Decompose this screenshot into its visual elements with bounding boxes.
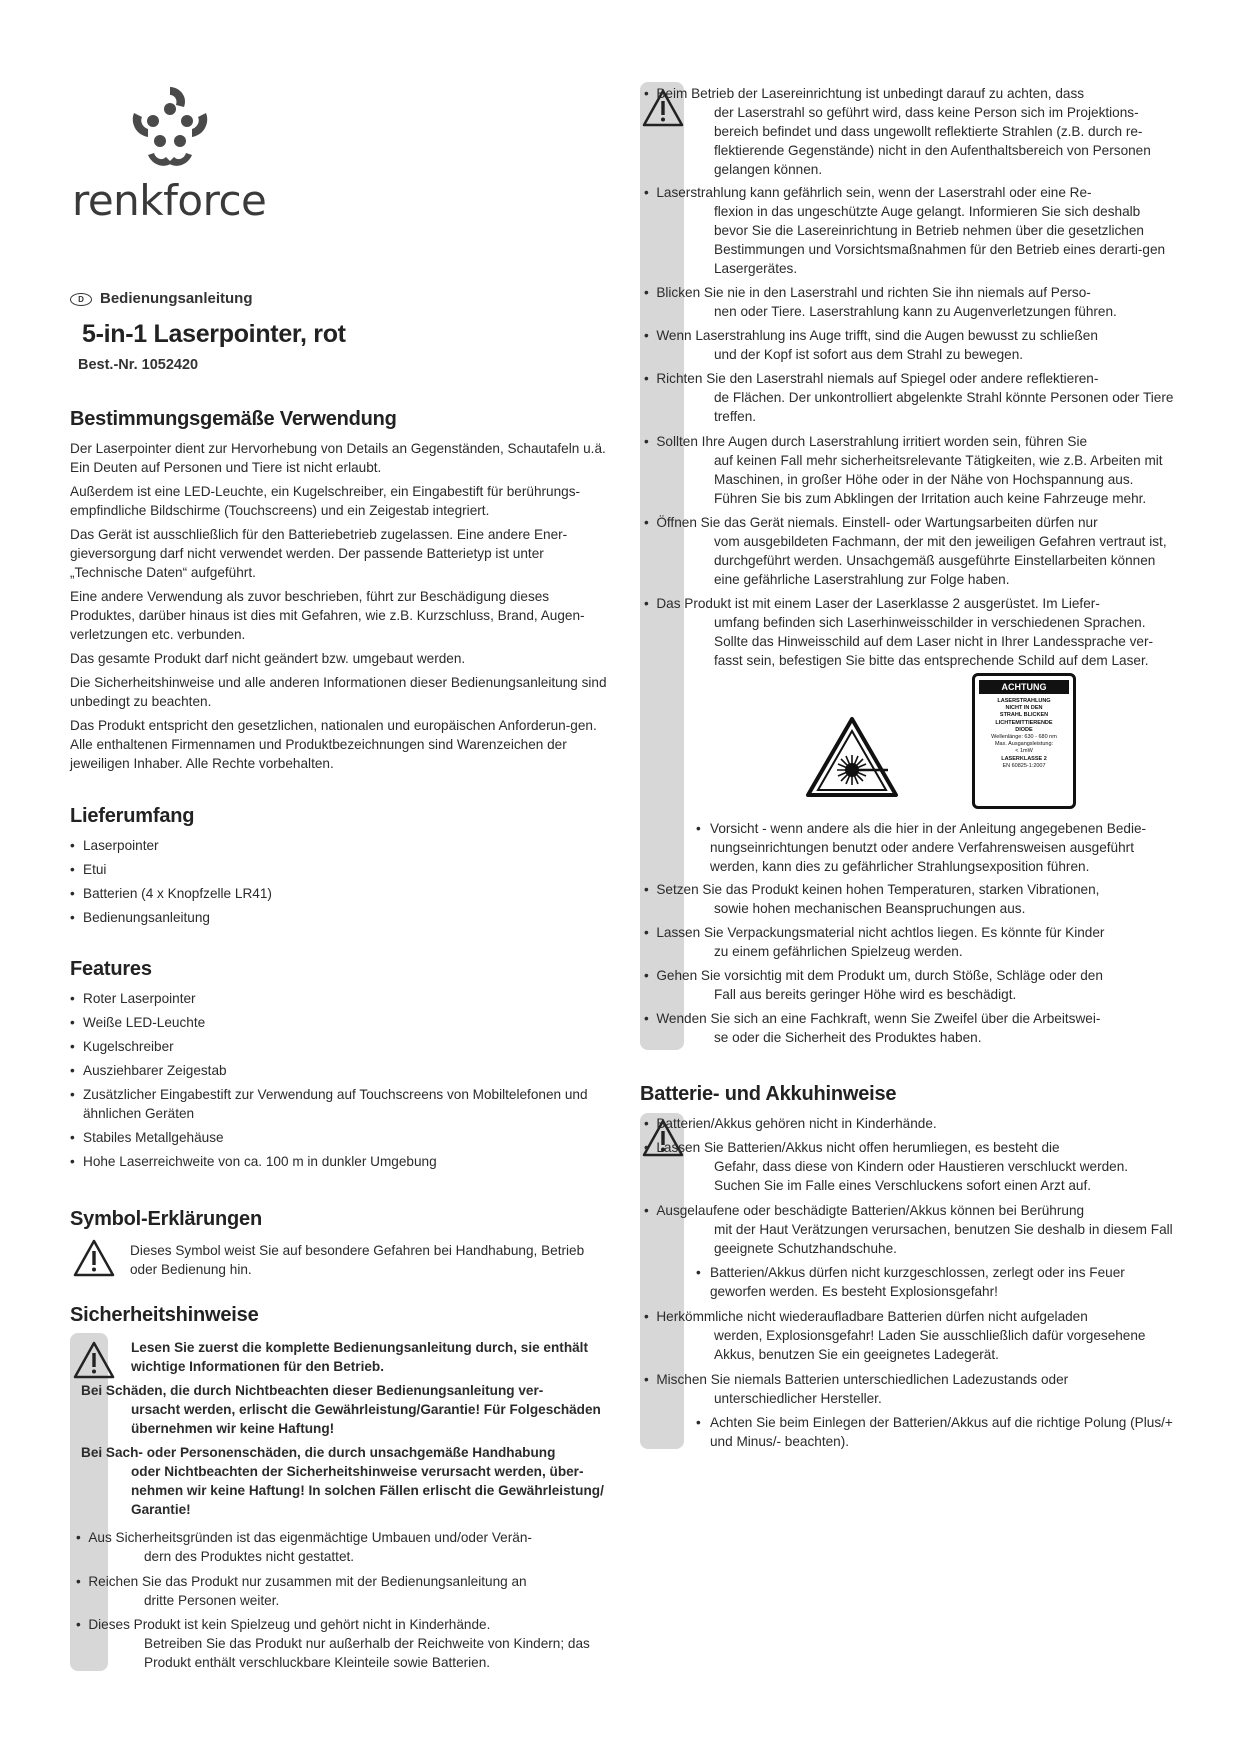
laser-class-label <box>972 673 1076 809</box>
usage-paragraph: Eine andere Verwendung als zuvor beschrieben, führt zur Beschädigung dieses Produktes, darüber hinaus ist dies mit Gefahren, wie z.B. Kurzschluss, Brand, Augen-verletzungen etc. verbunden. <box>70 589 585 642</box>
item-rest: de Flächen. Der unkontrolliert abgelenkte Strahl könnte Personen oder Tiere treffen. <box>714 390 1174 424</box>
doc-type-label: Bedienungsanleitung <box>100 290 253 307</box>
item-rest: Fall aus bereits geringer Höhe wird es beschädigt. <box>714 987 1017 1002</box>
label-line: EN 60825-1:2007 <box>1002 762 1046 769</box>
item-first-line: Gehen Sie vorsichtig mit dem Produkt um, durch Stöße, Schläge oder den <box>656 968 1103 983</box>
usage-paragraph: Außerdem ist eine LED-Leuchte, ein Kugelschreiber, ein Eingabestift für berührungs-empfindliche Bildschirme (Touchscreens) und ein Zeigestab integriert. <box>70 484 581 518</box>
item-first-line: Beim Betrieb der Lasereinrichtung ist unbedingt darauf zu achten, dass <box>656 86 1085 101</box>
list-item: • Bedienungsanleitung <box>70 908 608 927</box>
item-first-line: Dieses Produkt ist kein Spielzeug und gehört nicht in Kinderhände. <box>88 1617 491 1632</box>
notice-first-line: Bei Sach- oder Personenschäden, die durch unsachgemäße Handhabung <box>81 1445 556 1460</box>
label-line: Max. Ausgangsleistung: <box>994 741 1054 748</box>
list-item: • Laserpointer <box>70 836 608 855</box>
list-item: • Zusätzlicher Eingabestift zur Verwendung auf Touchscreens von Mobiltelefonen und ähnlichen Geräten <box>70 1085 608 1123</box>
features-section <box>70 958 608 1176</box>
list-item: • Richten Sie den Laserstrahl niemals auf Spiegel oder andere reflektieren- de Flächen. Der unkontrolliert abgelenkte Strahl könnte Personen oder Tiere treffen. <box>644 371 1174 424</box>
usage-paragraph: Das gesamte Produkt darf nicht geändert bzw. umgebaut werden. <box>70 651 466 666</box>
item-first-line: Herkömmliche nicht wiederaufladbare Batterien dürfen nicht aufgeladen <box>656 1309 1088 1324</box>
item-rest: Betreiben Sie das Produkt nur außerhalb der Reichweite von Kindern; das Produkt enthält verschluckbare Kleinteile sowie Batterien. <box>144 1636 590 1670</box>
item-first-line: Blicken Sie nie in den Laserstrahl und richten Sie ihn niemals auf Perso- <box>656 285 1091 300</box>
safety-bold-notice: Lesen Sie zuerst die komplette Bedienungsanleitung durch, sie enthält wichtige Informationen für den Betrieb. <box>131 1340 588 1374</box>
usage-paragraph: Das Produkt entspricht den gesetzlichen, nationalen und europäischen Anforderun-gen. Alle enthaltenen Firmennamen und Produktbezeichnungen sind Warenzeichen der jeweiligen Inhaber. Alle Rechte vorbehalten. <box>70 718 597 771</box>
item-rest: se oder die Sicherheit des Produktes haben. <box>714 1030 982 1045</box>
list-item: • Herkömmliche nicht wiederaufladbare Batterien dürfen nicht aufgeladen werden, Explosionsgefahr! Laden Sie ausschließlich dafür vorgesehene Akkus, benutzen Sie ein geeignetes Ladegerät. <box>644 1307 1174 1364</box>
item-first-line: Batterien/Akkus gehören nicht in Kinderhände. <box>656 1116 937 1131</box>
list-item: • Batterien/Akkus gehören nicht in Kinderhände. <box>644 1116 937 1131</box>
list-item: • Laserstrahlung kann gefährlich sein, wenn der Laserstrahl oder eine Re- flexion in das ungeschützte Auge gelangt. Informieren Sie sich deshalb bevor Sie die Lasereinrichtung in Betrieb nehmen über die gesetzlichen Bestimmungen und Vorsichtsmaßnahmen für den Betrieb eines derarti-gen Lasergerätes. <box>644 183 1174 278</box>
scope-section <box>70 805 608 932</box>
list-item: • Achten Sie beim Einlegen der Batterien/Akkus auf die richtige Polung (Plus/+ und Minus/- beachten). <box>696 1415 1173 1449</box>
item-rest: vom ausgebildeten Fachmann, der mit den jeweiligen Gefahren vertraut ist, durchgeführt werden. Unsachgemäß ausgeführte Einstellarbeiten können eine gefährliche Laserstrahlung zur Folge haben. <box>714 534 1167 587</box>
item-rest: umfang befinden sich Laserhinweisschilder in verschiedenen Sprachen. Sollte das Hinweisschild auf dem Laser nicht in Ihrer Landessprache ver-fasst sein, befestigen Sie bitte das entsprechende Schild auf dem Laser. <box>714 615 1153 668</box>
item-rest: flexion in das ungeschützte Auge gelangt. Informieren Sie sich deshalb bevor Sie die Lasereinrichtung in Betrieb nehmen über die gesetzlichen Bestimmungen und Vorsichtsmaßnahmen für den Betrieb eines derarti-gen Lasergerätes. <box>714 204 1166 276</box>
page-title: 5-in-1 Laserpointer, rot <box>82 320 346 348</box>
list-item: • Ausgelaufene oder beschädigte Batterien/Akkus können bei Berührung mit der Haut Verätzungen verursachen, benutzen Sie deshalb in diesem Fall geeignete Schutzhandschuhe. <box>644 1203 1173 1256</box>
item-first-line: Setzen Sie das Produkt keinen hohen Temperaturen, starken Vibrationen, <box>656 882 1100 897</box>
label-line: NICHT IN DEN <box>1005 705 1043 712</box>
label-line: LASERSTRAHLUNG <box>997 698 1051 704</box>
warning-triangle-icon <box>72 1340 116 1380</box>
item-first-line: Wenn Laserstrahlung ins Auge trifft, sind die Augen bewusst zu schließen <box>656 328 1098 343</box>
item-first-line: Reichen Sie das Produkt nur zusammen mit der Bedienungsanleitung an <box>88 1574 527 1589</box>
item-rest: auf keinen Fall mehr sicherheitsrelevante Tätigkeiten, wie z.B. Arbeiten mit Maschinen, in großer Höhe oder in der Nähe von Hochspannung aus. Führen Sie bis zum Abklingen der Irritation auch keine Fahrzeuge mehr. <box>714 453 1163 506</box>
list-item: • Aus Sicherheitsgründen ist das eigenmächtige Umbauen und/oder Verän- dern des Produktes nicht gestattet. <box>76 1528 608 1566</box>
item-first-line: Ausgelaufene oder beschädigte Batterien/Akkus können bei Berührung <box>656 1203 1085 1218</box>
item-rest: der Laserstrahl so geführt wird, dass keine Person sich im Projektions-bereich befindet und dass ungewollt reflektierte Strahlen (z.B. durch re-flektierende Gegenstände) nicht in den Aufenthaltsbereich von Personen gelangen können. <box>714 105 1151 177</box>
list-item: • Wenden Sie sich an eine Fachkraft, wenn Sie Zweifel über die Arbeitswei- se oder die Sicherheit des Produktes haben. <box>644 1009 1174 1047</box>
item-rest: Gefahr, dass diese von Kindern oder Haustieren verschluckt werden. Suchen Sie im Falle eines Verschluckens sofort einen Arzt auf. <box>714 1159 1129 1193</box>
list-item: • Das Produkt ist mit einem Laser der Laserklasse 2 ausgerüstet. Im Liefer- umfang befinden sich Laserhinweisschilder in verschiedenen Sprachen. Sollte das Hinweisschild auf dem Laser nicht in Ihrer Landessprache ver-fasst sein, befestigen Sie bitte das entsprechende Schild auf dem Laser. <box>644 594 1174 670</box>
usage-section <box>70 408 608 778</box>
safety-bold-notice <box>81 1443 608 1519</box>
battery-heading: Batterie- und Akkuhinweise <box>640 1083 897 1105</box>
list-item: • Roter Laserpointer <box>70 989 608 1008</box>
item-first-line: Lassen Sie Batterien/Akkus nicht offen herumliegen, es besteht die <box>656 1140 1060 1155</box>
brand-name: renkforce <box>72 176 267 225</box>
usage-heading: Bestimmungsgemäße Verwendung <box>70 408 397 430</box>
list-item: • Vorsicht - wenn andere als die hier in der Anleitung angegebenen Bedie-nungseinrichtungen benutzt oder andere Verfahrensweisen ausgeführt werden, kann dies zu gefährlicher Strahlungsexposition führen. <box>696 819 1174 876</box>
label-line: STRAHL BLICKEN <box>999 712 1049 719</box>
list-item: • Wenn Laserstrahlung ins Auge trifft, sind die Augen bewusst zu schließen und der Kopf ist sofort aus dem Strahl zu bewegen. <box>644 326 1174 364</box>
item-first-line: Öffnen Sie das Gerät niemals. Einstell- oder Wartungsarbeiten dürfen nur <box>656 515 1098 530</box>
list-item: • Batterien (4 x Knopfzelle LR41) <box>70 884 608 903</box>
usage-paragraph: Die Sicherheitshinweise und alle anderen Informationen dieser Bedienungsanleitung sind unbedingt zu beachten. <box>70 675 607 709</box>
notice-rest: ursacht werden, erlischt die Gewährleistung/Garantie! Für Folgeschäden übernehmen wir keine Haftung! <box>131 1402 601 1436</box>
label-line: LICHTEMITTIERENDE <box>995 719 1053 726</box>
scope-heading: Lieferumfang <box>70 805 195 827</box>
safety-heading: Sicherheitshinweise <box>70 1304 259 1326</box>
doc-type <box>70 290 253 307</box>
sub-item-text: Batterien/Akkus dürfen nicht kurzgeschlossen, zerlegt oder ins Feuer geworfen werden. Es besteht Explosionsgefahr! <box>710 1265 1125 1299</box>
symbols-section <box>70 1208 608 1239</box>
list-item: • Beim Betrieb der Lasereinrichtung ist unbedingt darauf zu achten, dass der Laserstrahl so geführt wird, dass keine Person sich im Projektions-bereich befindet und dass ungewollt reflektierte Strahlen (z.B. durch re-flektierende Gegenstände) nicht in den Aufenthaltsbereich von Personen gelangen können. <box>644 84 1174 179</box>
label-line: DIODE <box>1015 726 1033 733</box>
laser-warning-icon <box>804 715 900 799</box>
notice-rest: oder Nichtbeachten der Sicherheitshinweise verursacht werden, über-nehmen wir keine Haftung! In solchen Fällen erlischt die Gewährleistung/ Garantie! <box>131 1464 604 1517</box>
caution-text: Vorsicht - wenn andere als die hier in der Anleitung angegebenen Bedie-nungseinrichtungen benutzt oder andere Verfahrensweisen ausgeführt werden, kann dies zu gefährlicher Strahlungsexposition führen. <box>710 821 1147 874</box>
list-item: • Reichen Sie das Produkt nur zusammen mit der Bedienungsanleitung an dritte Personen weiter. <box>76 1572 608 1610</box>
notice-first-line: Bei Schäden, die durch Nichtbeachten dieser Bedienungsanleitung ver- <box>81 1383 544 1398</box>
list-item: • Lassen Sie Verpackungsmaterial nicht achtlos liegen. Es könnte für Kinder zu einem gefährlichen Spielzeug werden. <box>644 923 1174 961</box>
item-rest: unterschiedlicher Hersteller. <box>714 1391 882 1406</box>
item-first-line: Wenden Sie sich an eine Fachkraft, wenn Sie Zweifel über die Arbeitswei- <box>656 1011 1101 1026</box>
item-rest: sowie hohen mechanischen Beanspruchungen aus. <box>714 901 1026 916</box>
item-rest: und der Kopf ist sofort aus dem Strahl zu bewegen. <box>714 347 1024 362</box>
list-item: • Kugelschreiber <box>70 1037 608 1056</box>
list-item: • Stabiles Metallgehäuse <box>70 1128 608 1147</box>
list-item: • Setzen Sie das Produkt keinen hohen Temperaturen, starken Vibrationen, sowie hohen mechanischen Beanspruchungen aus. <box>644 880 1174 918</box>
symbol-explanation: Dieses Symbol weist Sie auf besondere Gefahren bei Handhabung, Betrieb oder Bedienung hin. <box>130 1243 585 1277</box>
item-rest: mit der Haut Verätzungen verursachen, benutzen Sie deshalb in diesem Fall geeignete Schutzhandschuhe. <box>714 1222 1173 1256</box>
item-first-line: Lassen Sie Verpackungsmaterial nicht achtlos liegen. Es könnte für Kinder <box>656 925 1105 940</box>
list-item: • Dieses Produkt ist kein Spielzeug und gehört nicht in Kinderhände. Betreiben Sie das Produkt nur außerhalb der Reichweite von Kindern; das Produkt enthält verschluckbare Kleinteile sowie Batterien. <box>76 1615 608 1672</box>
label-line: LASERKLASSE 2 <box>1001 755 1047 762</box>
item-rest: zu einem gefährlichen Spielzeug werden. <box>714 944 963 959</box>
item-rest: dern des Produktes nicht gestattet. <box>144 1549 355 1564</box>
list-item: • Batterien/Akkus dürfen nicht kurzgeschlossen, zerlegt oder ins Feuer geworfen werden. Es besteht Explosionsgefahr! <box>696 1263 1174 1301</box>
item-rest: werden, Explosionsgefahr! Laden Sie ausschließlich dafür vorgesehene Akkus, benutzen Sie ein geeignetes Ladegerät. <box>714 1328 1146 1362</box>
list-item: • Hohe Laserreichweite von ca. 100 m in dunkler Umgebung <box>70 1152 608 1171</box>
label-line: < 1mW <box>1015 748 1033 755</box>
item-first-line: Sollten Ihre Augen durch Laserstrahlung irritiert worden sein, führen Sie <box>656 434 1088 449</box>
item-first-line: Mischen Sie niemals Batterien unterschiedlichen Ladezustands oder <box>656 1372 1069 1387</box>
safety-bold-notice <box>81 1381 608 1438</box>
item-first-line: Laserstrahlung kann gefährlich sein, wenn der Laserstrahl oder eine Re- <box>656 185 1092 200</box>
list-item: • Mischen Sie niemals Batterien unterschiedlichen Ladezustands oder unterschiedlicher Hersteller. <box>644 1370 1174 1408</box>
item-first-line: Das Produkt ist mit einem Laser der Laserklasse 2 ausgerüstet. Im Liefer- <box>656 596 1100 611</box>
usage-paragraph: Der Laserpointer dient zur Hervorhebung von Details an Gegenständen, Schautafeln u.ä. Ein Deuten auf Personen und Tiere ist nicht erlaubt. <box>70 441 606 475</box>
item-rest: dritte Personen weiter. <box>144 1593 280 1608</box>
item-first-line: Aus Sicherheitsgründen ist das eigenmächtige Umbauen und/oder Verän- <box>88 1530 532 1545</box>
list-item: • Weiße LED-Leuchte <box>70 1013 608 1032</box>
warning-triangle-icon <box>72 1238 116 1278</box>
list-item: • Gehen Sie vorsichtig mit dem Produkt um, durch Stöße, Schläge oder den Fall aus bereits geringer Höhe wird es beschädigt. <box>644 966 1174 1004</box>
order-number: Best.-Nr. 1052420 <box>78 357 199 373</box>
features-heading: Features <box>70 958 152 980</box>
label-line: Wellenlänge: 630 - 680 nm <box>991 734 1057 741</box>
language-badge: D <box>70 293 92 306</box>
list-item: • Lassen Sie Batterien/Akkus nicht offen herumliegen, es besteht die Gefahr, dass diese von Kindern oder Haustieren verschluckt werden. Suchen Sie im Falle eines Verschluckens sofort einen Arzt auf. <box>644 1138 1174 1195</box>
list-item: • Ausziehbarer Zeigestab <box>70 1061 608 1080</box>
list-item: • Etui <box>70 860 608 879</box>
item-first-line: Richten Sie den Laserstrahl niemals auf Spiegel oder andere reflektieren- <box>656 371 1099 386</box>
usage-paragraph: Das Gerät ist ausschließlich für den Batteriebetrieb zugelassen. Eine andere Ener-gieversorgung darf nicht verwendet werden. Der passende Batterietyp ist unter „Technische Daten“ aufgeführt. <box>70 527 568 580</box>
symbols-heading: Symbol-Erklärungen <box>70 1208 262 1230</box>
sub-item-text: Achten Sie beim Einlegen der Batterien/Akkus auf die richtige Polung (Plus/+ und Minus/- beachten). <box>710 1415 1173 1449</box>
list-item: • Blicken Sie nie in den Laserstrahl und richten Sie ihn niemals auf Perso- nen oder Tiere. Laserstrahlung kann zu Augenverletzungen führen. <box>644 283 1174 321</box>
item-rest: nen oder Tiere. Laserstrahlung kann zu Augenverletzungen führen. <box>714 304 1117 319</box>
safety-section <box>70 1304 608 1335</box>
list-item: • Sollten Ihre Augen durch Laserstrahlung irritiert worden sein, führen Sie auf keinen Fall mehr sicherheitsrelevante Tätigkeiten, wie z.B. Arbeiten mit Maschinen, in großer Höhe oder in der Nähe von Hochspannung aus. Führen Sie bis zum Abklingen der Irritation auch keine Fahrzeuge mehr. <box>644 432 1174 508</box>
list-item: • Öffnen Sie das Gerät niemals. Einstell- oder Wartungsarbeiten dürfen nur vom ausgebildeten Fachmann, der mit den jeweiligen Gefahren vertraut ist, durchgeführt werden. Unsachgemäß ausgeführte Einstellarbeiten können eine gefährliche Laserstrahlung zur Folge haben. <box>644 513 1174 589</box>
label-title: ACHTUNG <box>979 680 1069 694</box>
